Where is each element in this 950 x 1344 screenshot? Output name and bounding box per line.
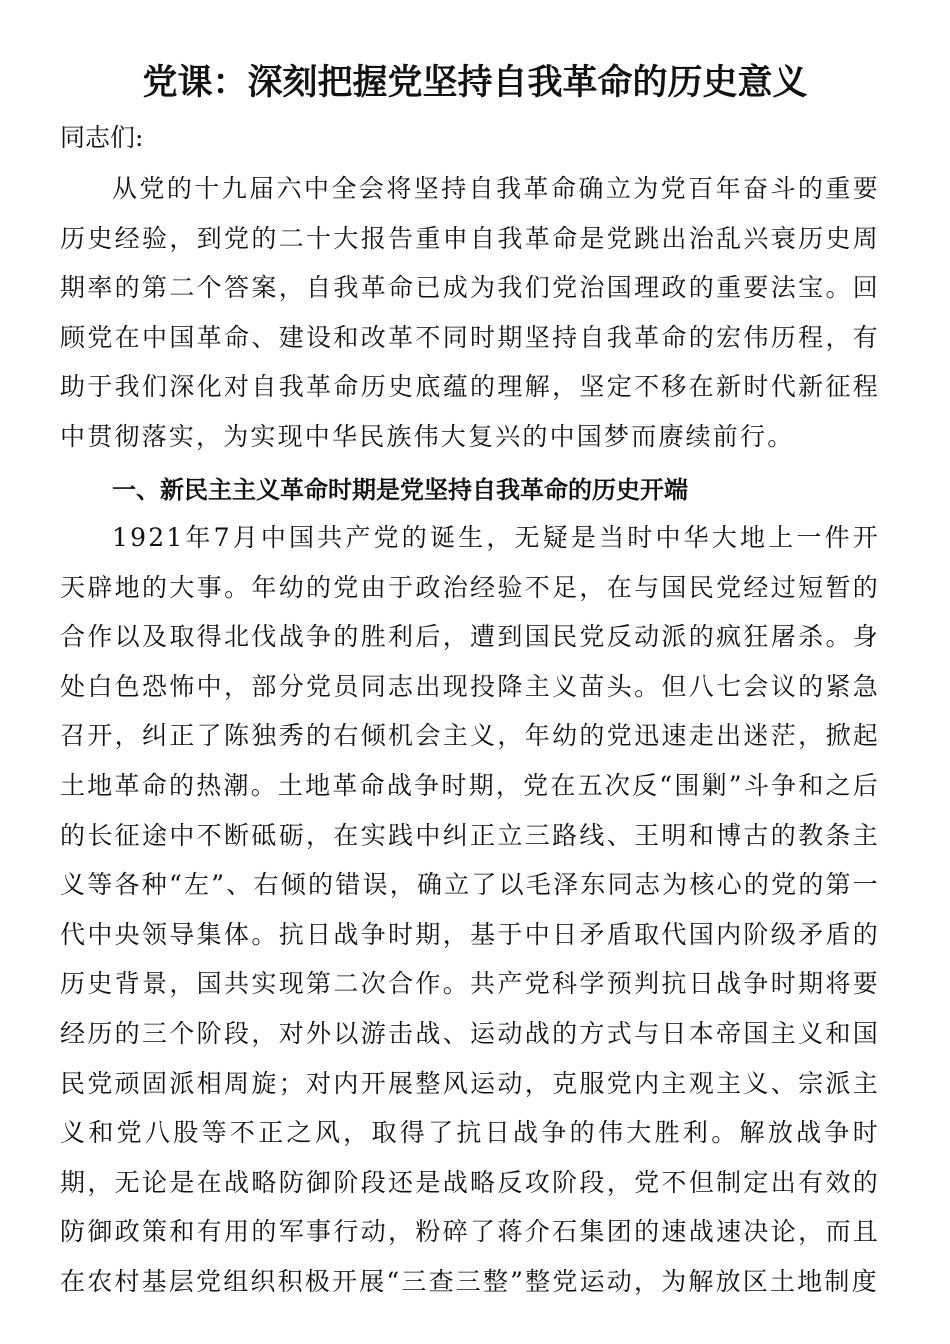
- section-paragraph: 1921年7月中国共产党的诞生，无疑是当时中华大地上一件开天辟地的大事。年幼的党由于政治经验不足，在与国民党经过短暂的合作以及取得北伐战争的胜利后，遭到国民党反动派的疯狂屠杀。身处白色恐怖中，部分党员同志出现投降主义苗头。但八七会议的紧急召开，纠正了陈独秀的右倾机会主义，年幼的党迅速走出迷茫，掀起土地革命的热潮。土地革命战争时期，党在五次反“围剿”斗争和之后的长征途中不断砥砺，在实践中纠正立三路线、王明和博古的教条主义等各种“左”、右倾的错误，确立了以毛泽东同志为核心的党的第一代中央领导集体。抗日战争时期，基于中日矛盾取代国内阶级矛盾的历史背景，国共实现第二次合作。共产党科学预判抗日战争时期将要经历的三个阶段，对外以游击战、运动战的方式与日本帝国主义和国民党顽固派相周旋；对内开展整风运动，克服党内主观主义、宗派主义和党八股等不正之风，取得了抗日战争的伟大胜利。解放战争时期，无论是在战略防御阶段还是战略反攻阶段，党不但制定出有效的防御政策和有用的军事行动，粉碎了蒋介石集团的速战速决论，而且在农村基层党组织积极开展“三查三整”整党运动，为解放区土地制度: [60, 523, 880, 1296]
- section-heading: 一、新民主主义革命时期是党坚持自我革命的历史开端: [112, 476, 688, 504]
- document-title: 党课：深刻把握党坚持自我革命的历史意义: [142, 62, 808, 103]
- intro-paragraph: 从党的十九届六中全会将坚持自我革命确立为党百年奋斗的重要历史经验，到党的二十大报告重申自我革命是党跳出治乱兴衰历史周期率的第二个答案，自我革命已成为我们党治国理政的重要法宝。回顾党在中国革命、建设和改革不同时期坚持自我革命的宏伟历程，有助于我们深化对自我革命历史底蕴的理解，坚定不移在新时代新征程中贯彻落实，为实现中华民族伟大复兴的中国梦而赓续前行。: [60, 174, 880, 451]
- salutation: 同志们:: [60, 123, 144, 152]
